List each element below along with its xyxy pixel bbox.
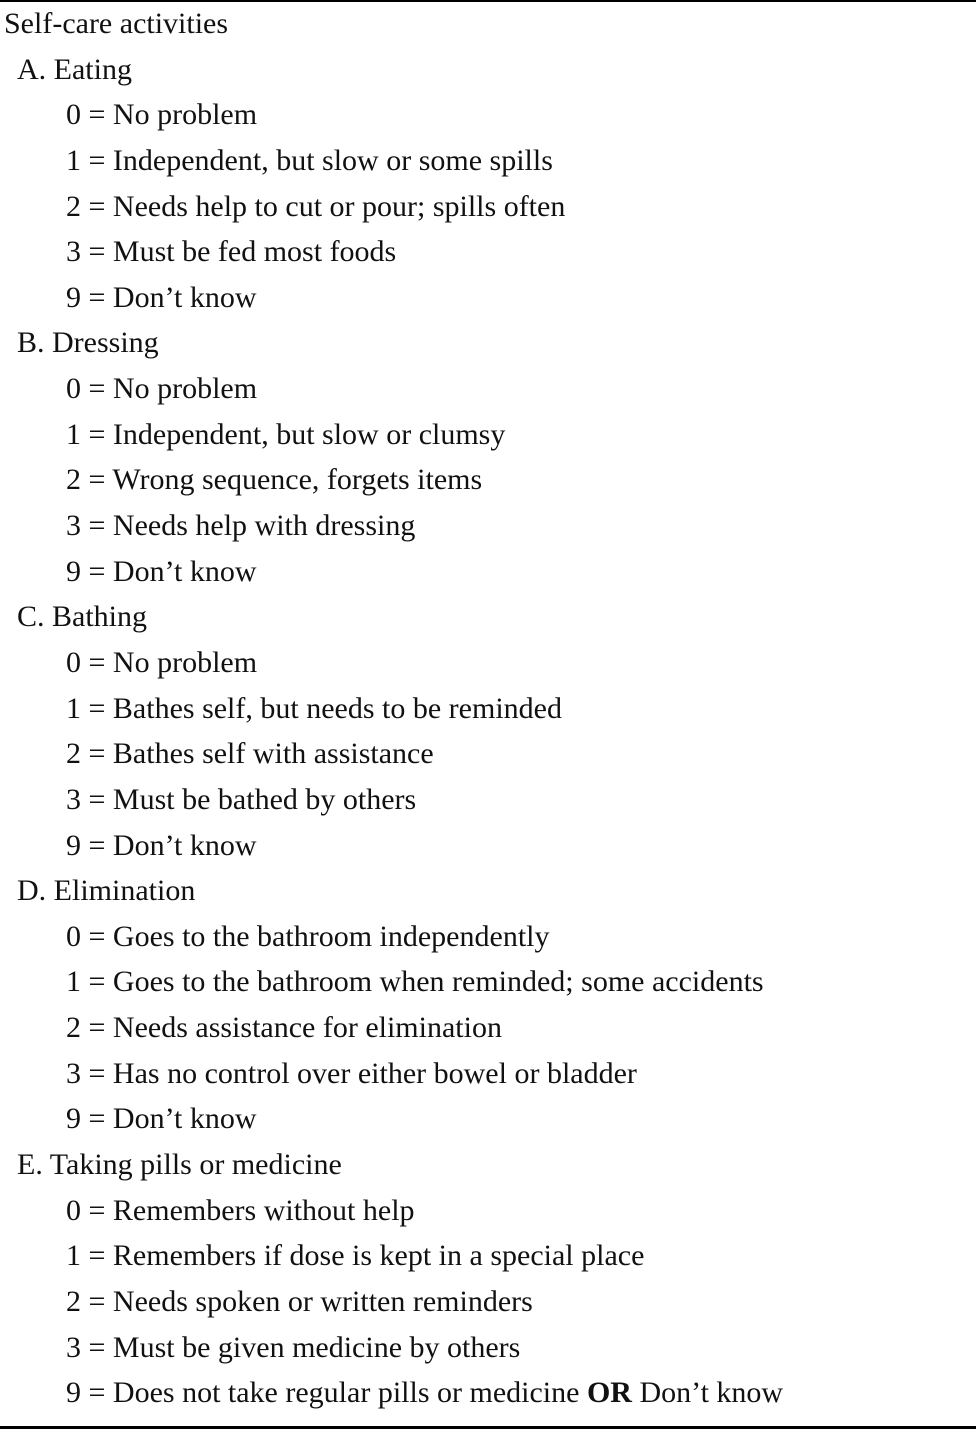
emphasis-or: OR <box>586 1376 632 1410</box>
option-item: 9 = Don’t know <box>66 280 257 314</box>
option-item: 2 = Bathes self with assistance <box>66 737 434 771</box>
section-heading: B. Dressing <box>17 326 159 360</box>
option-item: 0 = No problem <box>66 98 258 132</box>
option-item: 0 = Remembers without help <box>66 1193 415 1227</box>
option-item: 2 = Wrong sequence, forgets items <box>66 463 483 497</box>
option-item: 1 = Independent, but slow or some spills <box>66 143 553 177</box>
section-heading: C. Bathing <box>17 600 148 634</box>
option-text: Don’t know <box>631 1376 784 1410</box>
option-item: 1 = Independent, but slow or clumsy <box>66 417 506 451</box>
option-item <box>0 1370 976 1416</box>
section-heading: E. Taking pills or medicine <box>17 1148 342 1182</box>
option-item: 1 = Goes to the bathroom when reminded; some accidents <box>66 965 764 999</box>
option-item: 3 = Must be fed most foods <box>66 235 397 269</box>
option-item: 2 = Needs assistance for elimination <box>66 1011 502 1045</box>
section-heading: A. Eating <box>17 52 132 86</box>
table-title: Self-care activities <box>4 7 229 40</box>
option-item: 0 = Goes to the bathroom independently <box>66 919 550 953</box>
option-item: 0 = No problem <box>66 372 258 406</box>
option-text: 9 = Does not take regular pills or medicine <box>66 1376 587 1410</box>
option-item: 3 = Must be bathed by others <box>66 782 417 816</box>
option-item: 3 = Has no control over either bowel or bladder <box>66 1056 637 1090</box>
option-item: 0 = No problem <box>66 645 258 679</box>
option-item: 3 = Needs help with dressing <box>66 509 416 543</box>
self-care-table <box>0 1 976 1416</box>
option-item: 9 = Don’t know <box>66 554 257 588</box>
option-item: 9 = Don’t know <box>66 828 257 862</box>
bottom-rule <box>0 1426 976 1429</box>
option-item: 1 = Remembers if dose is kept in a special place <box>66 1239 645 1273</box>
option-item: 2 = Needs help to cut or pour; spills often <box>66 189 566 223</box>
option-item: 3 = Must be given medicine by others <box>66 1330 521 1364</box>
option-item: 2 = Needs spoken or written reminders <box>66 1284 533 1318</box>
option-item: 9 = Don’t know <box>66 1102 257 1136</box>
option-item: 1 = Bathes self, but needs to be reminded <box>66 691 562 725</box>
section-heading: D. Elimination <box>17 874 196 908</box>
